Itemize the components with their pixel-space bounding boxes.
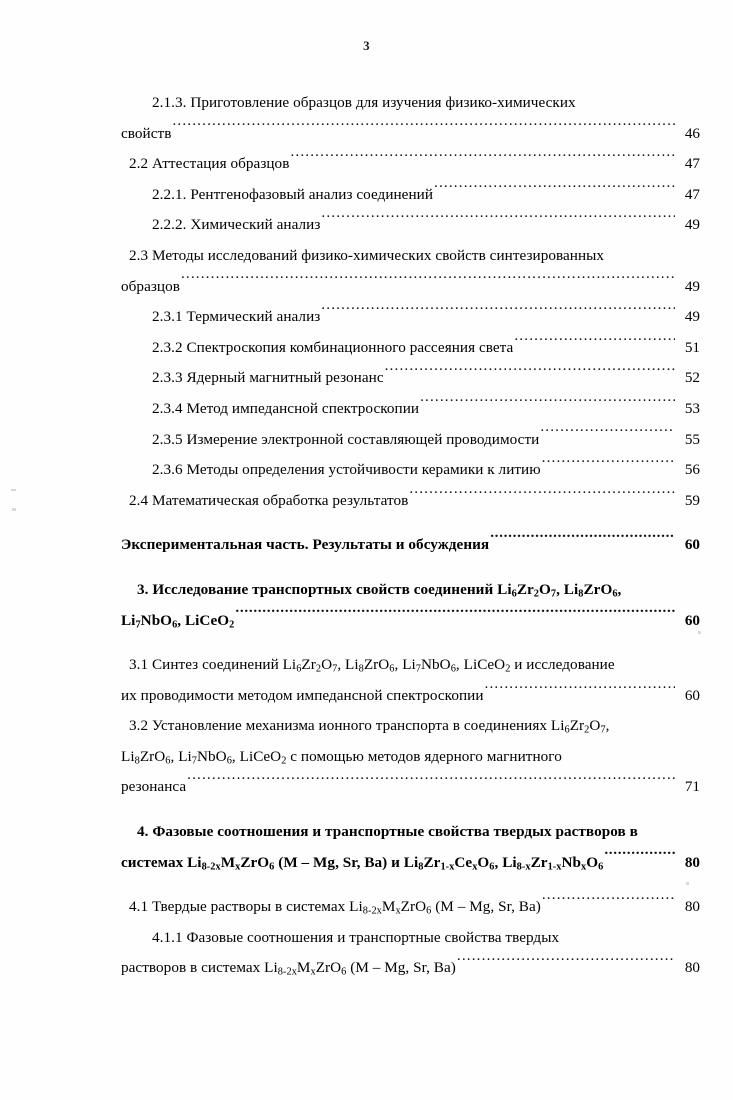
toc-entry-line-final <box>0 455 733 486</box>
toc-entry-title: 2.3.4 Метод импедансной спектроскопии <box>152 399 420 417</box>
toc-entry-title: растворов в системах $Li_{8-2x}M_xZrO_6$ (M – Mg, Sr, Ba) <box>121 959 456 979</box>
toc-entry[interactable] <box>0 394 733 425</box>
toc-entry-line-final <box>0 363 733 394</box>
section-spacer <box>0 516 733 530</box>
dot-leader <box>235 609 675 624</box>
page-number: 3 <box>363 38 370 53</box>
table-of-contents <box>0 88 733 984</box>
toc-page-number: 56 <box>684 461 700 479</box>
toc-entry-title: 3.2 Установление механизма ионного транспорта в соединениях $Li_6Zr_2O_7$, <box>129 717 610 736</box>
toc-page-number: 51 <box>684 338 700 356</box>
toc-entry[interactable] <box>0 575 733 636</box>
toc-entry-line-final <box>0 394 733 425</box>
toc-page-number: 60 <box>684 686 700 704</box>
toc-entry-title: 2.2.2. Химический анализ <box>152 216 321 234</box>
toc-entry-title: 4.1 Твердые растворы в системах $Li_{8-2x}M_xZrO_6$ (M – Mg, Sr, Ba) <box>129 898 541 917</box>
dot-leader <box>457 957 675 972</box>
dot-leader <box>420 398 675 413</box>
toc-entry-line-final <box>0 180 733 211</box>
toc-entry-title: $Li_7NbO_6$, LiCeO$_2$ <box>121 611 235 631</box>
toc-entry-title: системах $Li_{8-2x}M_xZrO_6$ (M – Mg, Sr, Ba) и $Li_8Zr_{1-x}Ce_xO_6$, $Li_{8-x}Zr_{1-x}Nb_xO_6$ <box>121 853 604 873</box>
dot-leader <box>542 459 675 474</box>
toc-entry[interactable] <box>0 88 733 149</box>
dot-leader <box>514 337 675 352</box>
toc-entry[interactable] <box>0 892 733 923</box>
dot-leader <box>485 685 675 700</box>
toc-entry-title: 2.3.1 Термический анализ <box>152 308 321 326</box>
section-spacer <box>0 636 733 650</box>
toc-page-number: 60 <box>684 611 700 629</box>
toc-entry-line <box>0 923 733 954</box>
toc-entry[interactable] <box>0 486 733 517</box>
toc-entry-title: Экспериментальная часть. Результаты и обсуждения <box>121 536 490 554</box>
dot-leader <box>181 275 675 290</box>
toc-entry-line-final <box>0 530 733 561</box>
toc-page-number: 49 <box>684 308 700 326</box>
toc-page-number: 53 <box>684 399 700 417</box>
toc-entry[interactable] <box>0 425 733 456</box>
toc-entry-line <box>0 88 733 119</box>
toc-entry[interactable] <box>0 923 733 984</box>
toc-entry[interactable] <box>0 817 733 878</box>
section-spacer <box>0 878 733 892</box>
toc-entry-title: 2.3.3 Ядерный магнитный резонанс <box>152 369 384 387</box>
toc-entry-line <box>0 650 733 681</box>
toc-entry-line-final <box>0 425 733 456</box>
toc-page-number: 71 <box>684 778 700 796</box>
toc-page-number: 52 <box>684 369 700 387</box>
dot-leader <box>434 184 675 199</box>
toc-entry-line <box>0 711 733 742</box>
toc-page-number: 47 <box>684 185 700 203</box>
toc-entry-line <box>0 817 733 848</box>
dot-leader <box>321 214 675 229</box>
toc-page-number: 49 <box>684 216 700 234</box>
toc-entry-title: 2.3.6 Методы определения устойчивости керамики к литию <box>152 461 541 479</box>
dot-leader <box>290 153 675 168</box>
toc-entry-line-final <box>0 772 733 803</box>
toc-entry-line-final <box>0 333 733 364</box>
toc-entry[interactable] <box>0 455 733 486</box>
toc-entry[interactable] <box>0 210 733 241</box>
dot-leader <box>385 367 675 382</box>
toc-entry-title: 2.3 Методы исследований физико-химических свойств синтезированных <box>129 246 605 264</box>
dot-leader <box>187 776 675 791</box>
toc-entry[interactable] <box>0 711 733 803</box>
toc-entry-line <box>0 241 733 272</box>
toc-entry-line-final <box>0 681 733 712</box>
toc-page-number: 55 <box>684 430 700 448</box>
toc-page-number: 80 <box>684 898 700 916</box>
dot-leader <box>172 122 675 137</box>
section-spacer <box>0 803 733 817</box>
toc-entry-title: $Li_8ZrO_6$, $Li_7NbO_6$, LiCeO$_2$ с помощью методов ядерного магнитного <box>121 747 562 767</box>
toc-page-number: 46 <box>684 124 700 142</box>
toc-page-number: 49 <box>684 277 700 295</box>
toc-entry[interactable] <box>0 241 733 302</box>
toc-entry-line-final <box>0 953 733 984</box>
toc-page-number: 59 <box>684 491 700 509</box>
toc-entry-title: 2.4 Математическая обработка результатов <box>129 491 409 509</box>
toc-page-number: 47 <box>684 155 700 173</box>
toc-entry-title: образцов <box>121 277 180 295</box>
dot-leader <box>321 306 675 321</box>
toc-entry-title: свойств <box>121 124 172 142</box>
toc-entry-title: резонанса <box>121 778 187 796</box>
section-spacer <box>0 561 733 575</box>
dot-leader <box>542 896 675 911</box>
dot-leader <box>540 428 675 443</box>
toc-entry-title: 2.1.3. Приготовление образцов для изучения физико-химических <box>152 94 576 111</box>
toc-entry[interactable] <box>0 530 733 561</box>
toc-entry-line-final <box>0 119 733 150</box>
toc-entry[interactable] <box>0 650 733 711</box>
toc-entry[interactable] <box>0 363 733 394</box>
toc-entry-title: 3. Исследование транспортных свойств соединений $Li_6Zr_2O_7$, $Li_8ZrO_6$, <box>137 580 622 600</box>
toc-page-number: 80 <box>684 959 700 977</box>
toc-entry-line-final <box>0 848 733 879</box>
dot-leader <box>409 490 675 505</box>
toc-entry-line <box>0 575 733 606</box>
toc-entry-line-final <box>0 149 733 180</box>
toc-entry-title: 2.3.5 Измерение электронной составляющей проводимости <box>152 430 540 448</box>
toc-entry-line-final <box>0 272 733 303</box>
toc-entry-title: 4.1.1 Фазовые соотношения и транспортные свойства твердых <box>152 928 560 946</box>
toc-entry-line-final <box>0 892 733 923</box>
toc-entry-line-final <box>0 606 733 637</box>
toc-entry[interactable] <box>0 149 733 180</box>
toc-entry[interactable] <box>0 180 733 211</box>
dot-leader <box>604 851 675 866</box>
toc-page-number: 80 <box>684 853 700 871</box>
toc-entry-line-final <box>0 486 733 517</box>
toc-entry[interactable] <box>0 333 733 364</box>
toc-entry-title: 4. Фазовые соотношения и транспортные свойства твердых растворов в <box>137 823 638 841</box>
toc-entry-line-final <box>0 302 733 333</box>
toc-entry[interactable] <box>0 302 733 333</box>
dot-leader <box>490 534 675 549</box>
toc-entry-title: 2.2 Аттестация образцов <box>129 155 290 173</box>
toc-entry-line <box>0 742 733 773</box>
toc-entry-title: 2.3.2 Спектроскопия комбинационного рассеяния света <box>152 338 514 356</box>
toc-entry-title: их проводимости методом импедансной спектроскопии <box>121 686 484 704</box>
toc-page-number: 60 <box>684 536 700 554</box>
toc-entry-line-final <box>0 210 733 241</box>
toc-entry-title: 2.2.1. Рентгенофазовый анализ соединений <box>152 185 434 203</box>
toc-entry-title: 3.1 Синтез соединений $Li_6Zr_2O_7$, $Li_8ZrO_6$, $Li_7NbO_6$, LiCeO$_2$ и исследование <box>129 656 615 675</box>
